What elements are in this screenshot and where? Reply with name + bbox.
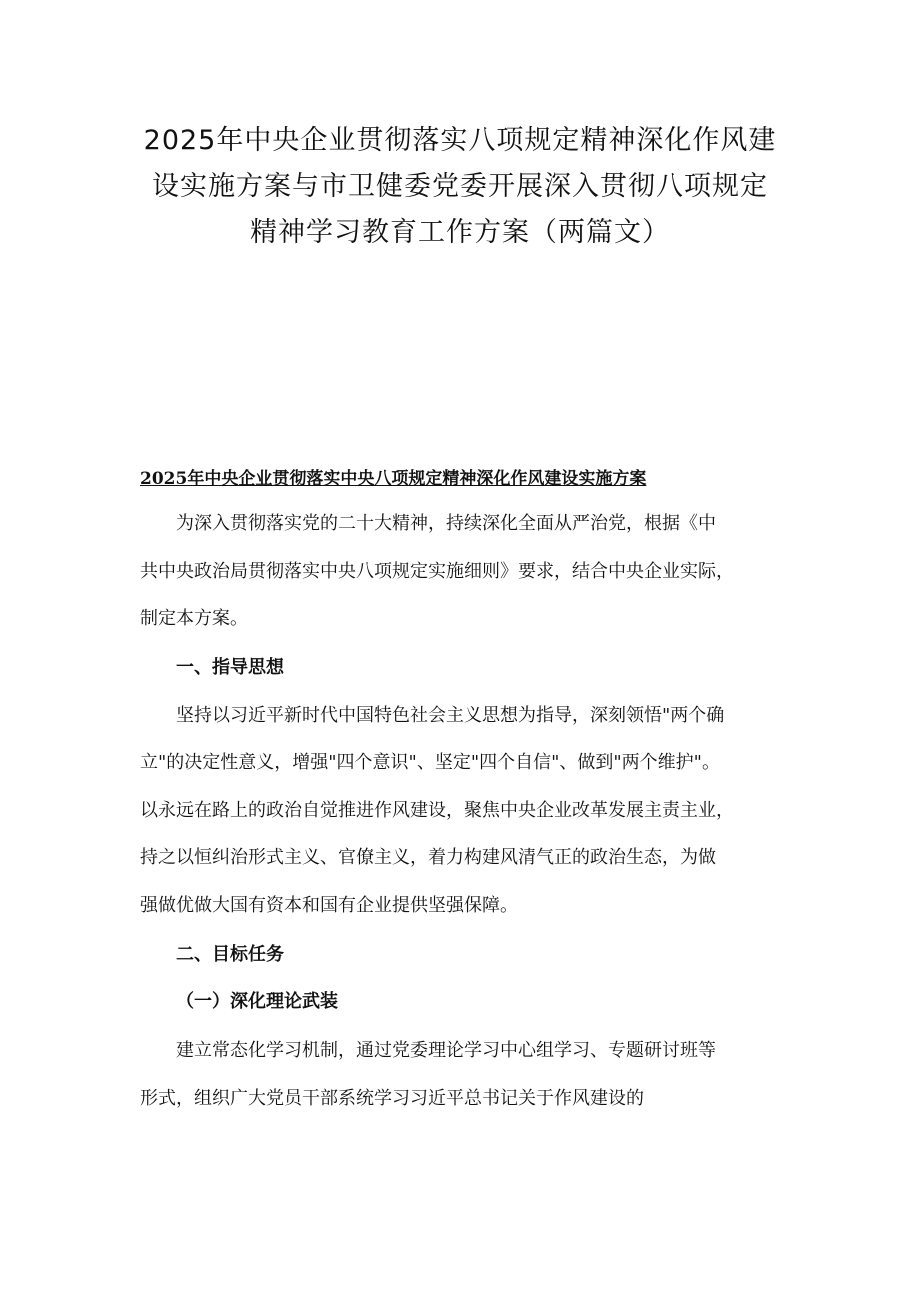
title-line: 精神学习教育工作方案（两篇文）: [250, 217, 670, 248]
heading-goals-tasks: 二、目标任务: [176, 944, 284, 965]
theory-line: 形式，组织广大党员干部系统学习习近平总书记关于作风建设的: [140, 1088, 644, 1109]
heading-guiding-ideology: 一、指导思想: [176, 657, 284, 678]
intro-line: 共中央政治局贯彻落实中央八项规定实施细则》要求，结合中央企业实际，: [140, 561, 734, 582]
title-line: 2025年中央企业贯彻落实八项规定精神深化作风建: [143, 125, 777, 156]
title-line: 设实施方案与市卫健委党委开展深入贯彻八项规定: [152, 171, 768, 202]
guideline-line: 持之以恒纠治形式主义、官僚主义，着力构建风清气正的政治生态，为做: [140, 847, 716, 868]
heading-theory: （一）深化理论武装: [176, 991, 338, 1012]
document-title: [110, 118, 810, 256]
guideline-line: 强做优做大国有资本和国有企业提供坚强保障。: [140, 895, 518, 916]
theory-line: 建立常态化学习机制，通过党委理论学习中心组学习、专题研讨班等: [176, 1040, 716, 1061]
intro-line: 为深入贯彻落实党的二十大精神，持续深化全面从严治党，根据《中: [176, 513, 716, 534]
guideline-line: 坚持以习近平新时代中国特色社会主义思想为指导，深刻领悟"两个确: [176, 705, 725, 726]
guideline-line: 以永远在路上的政治自觉推进作风建设，聚焦中央企业改革发展主责主业，: [140, 800, 734, 821]
guideline-line: 立"的决定性意义，增强"四个意识"、坚定"四个自信"、做到"两个维护"。: [140, 752, 720, 773]
intro-line: 制定本方案。: [140, 608, 248, 629]
section-title: 2025年中央企业贯彻落实中央八项规定精神深化作风建设实施方案: [140, 469, 647, 489]
